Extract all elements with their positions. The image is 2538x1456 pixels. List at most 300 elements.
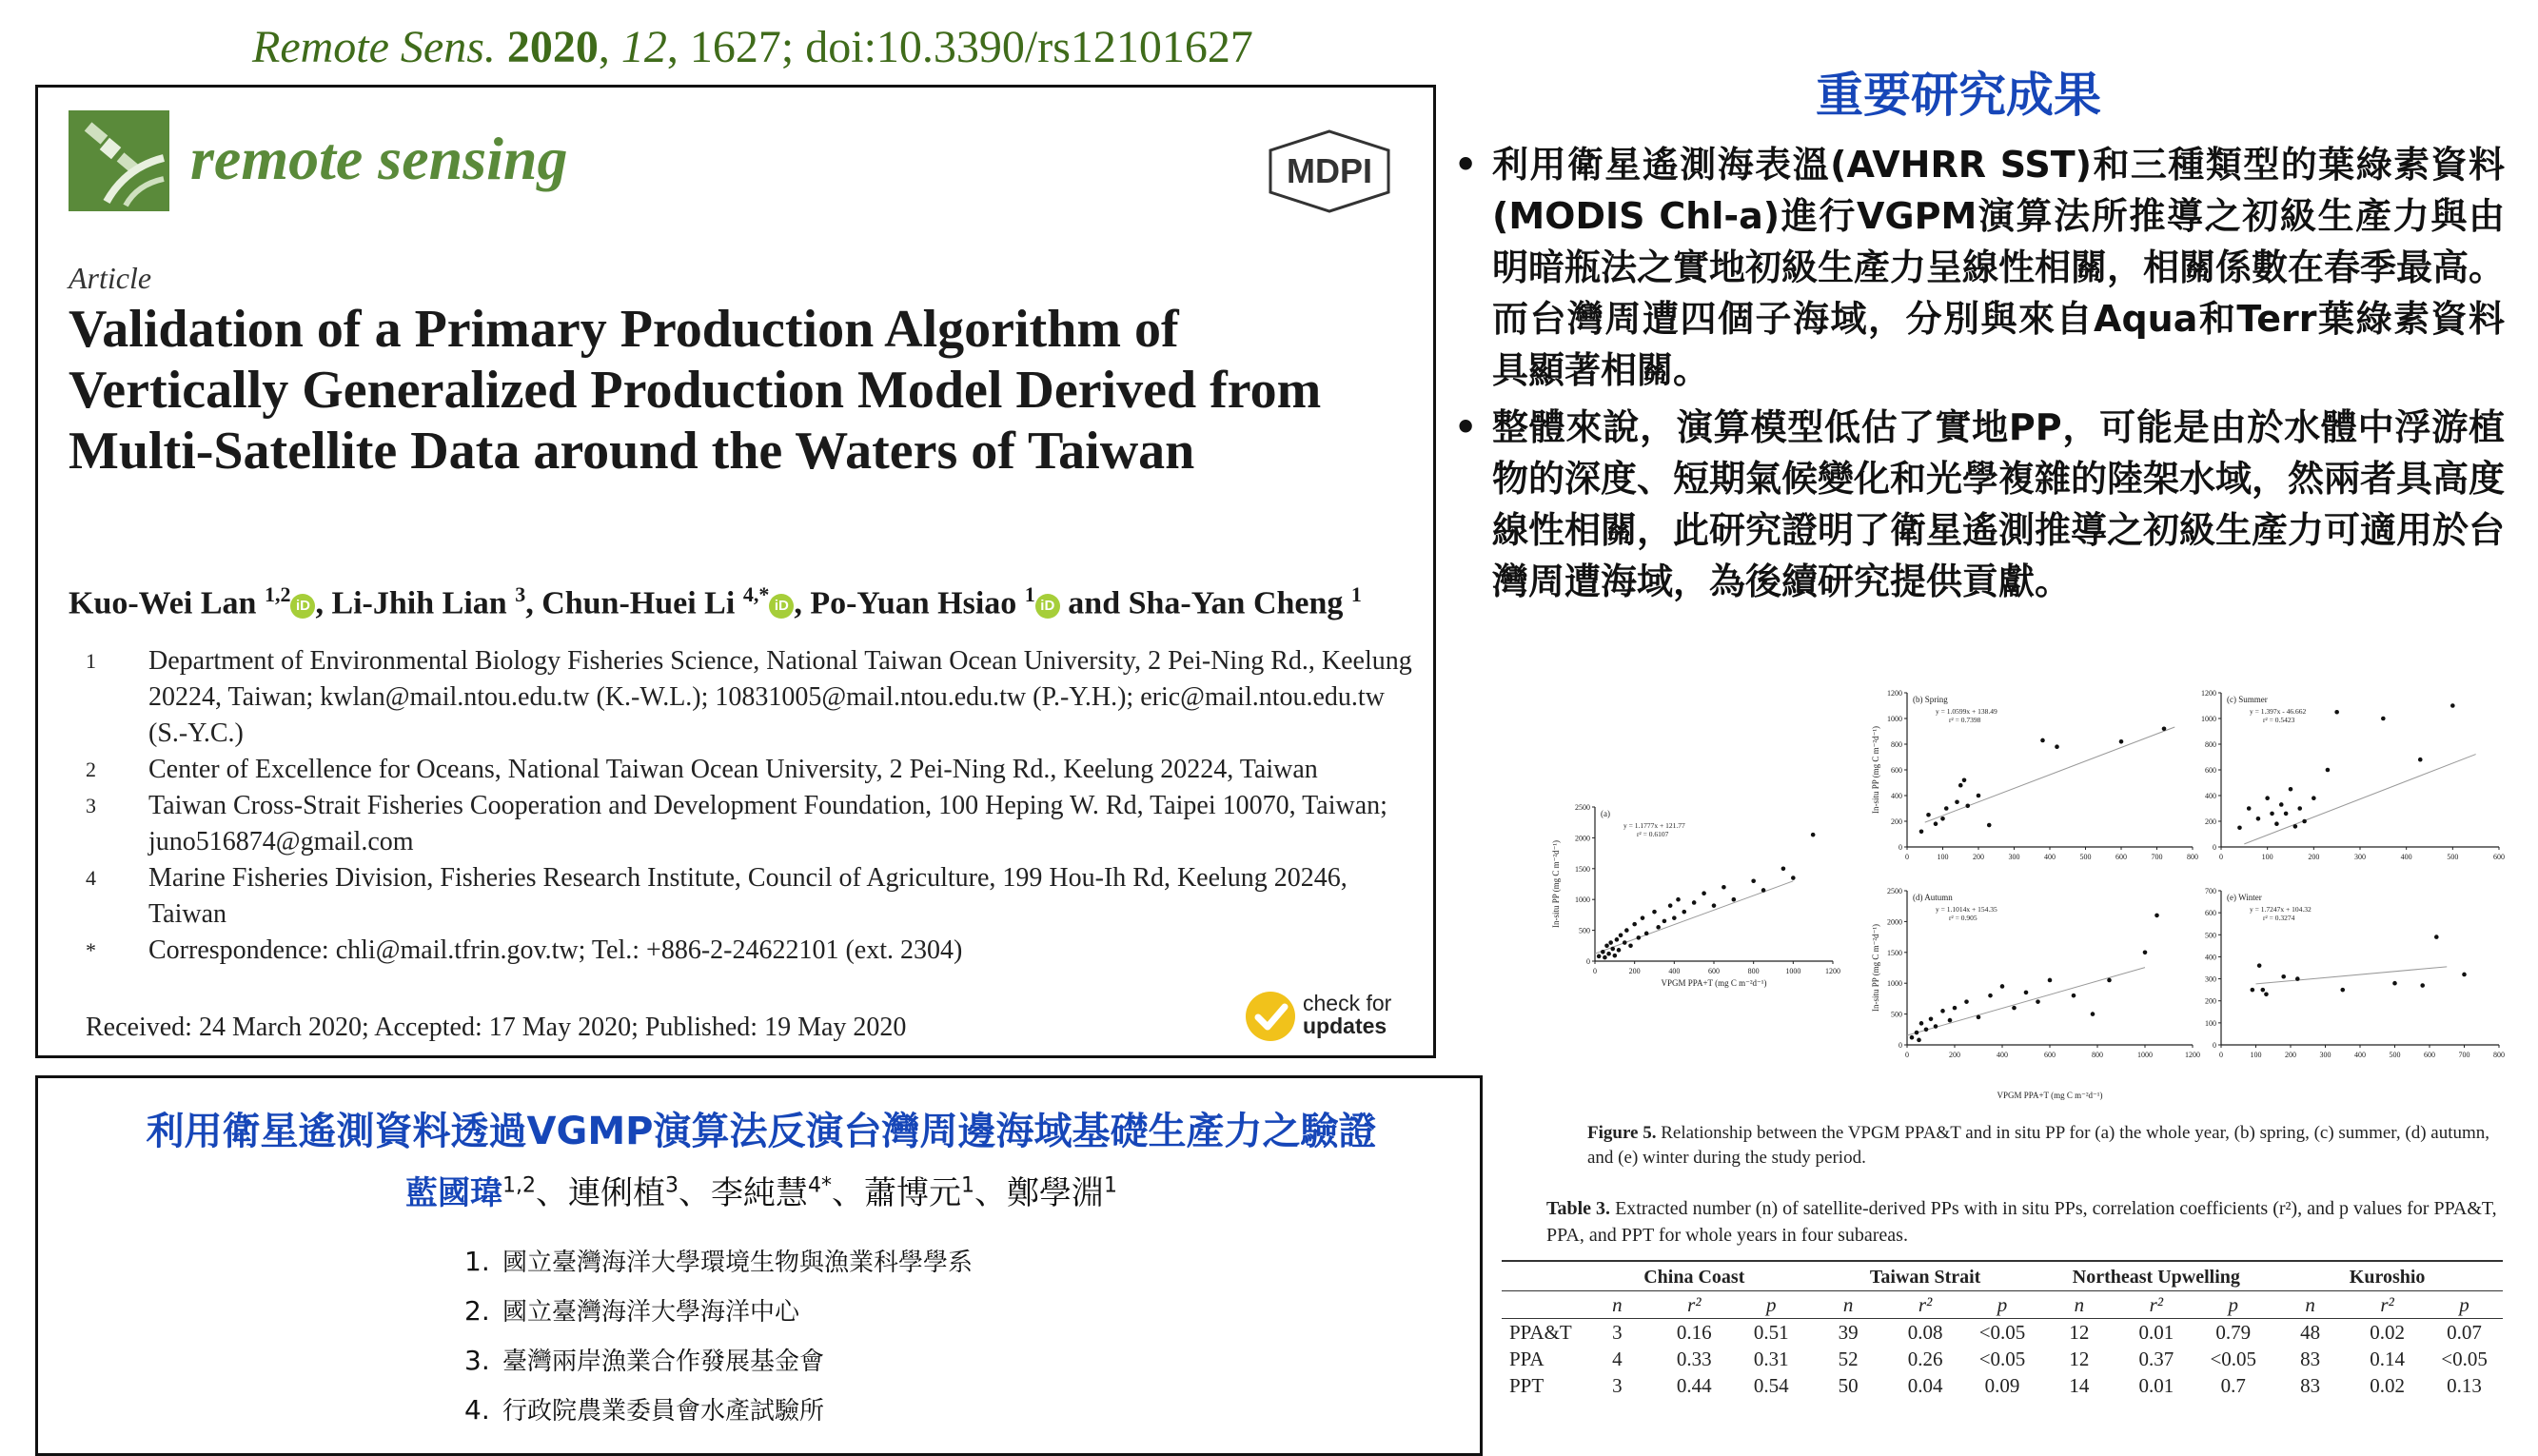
y-tick-label: 0	[2213, 1041, 2216, 1050]
data-point	[1919, 830, 1924, 835]
author-name: Kuo-Wei Lan	[69, 585, 265, 621]
data-point	[2381, 717, 2386, 721]
data-point	[2162, 727, 2167, 732]
chinese-author-name: 蕭博元	[864, 1174, 961, 1212]
data-point	[2000, 984, 2005, 989]
table-top-rule	[1502, 1260, 2503, 1262]
x-tick-label: 800	[2092, 1051, 2103, 1059]
table-cell: 83	[2300, 1347, 2321, 1370]
y-tick-label: 0	[2213, 843, 2216, 852]
scatter-panel	[2205, 887, 2505, 1059]
data-point	[2247, 806, 2252, 811]
y-axis-title: In-situ PP (mg C m⁻²d⁻¹)	[1871, 725, 1880, 815]
table-cell: 0.26	[1907, 1347, 1943, 1370]
affiliation-number: 4	[86, 866, 96, 890]
x-tick-label: 400	[2400, 853, 2412, 861]
author-separator: and	[1059, 585, 1129, 621]
data-point	[1610, 947, 1615, 952]
chinese-author-name: 連俐植	[568, 1174, 665, 1212]
mdpi-logo-text: MDPI	[1287, 151, 1372, 190]
data-point	[2012, 1006, 2017, 1011]
y-tick-label: 1000	[1887, 979, 1902, 989]
data-point	[2418, 758, 2423, 762]
table-row	[1502, 1346, 2503, 1372]
panel-label: (c) Summer	[2227, 695, 2268, 704]
data-point	[2107, 978, 2112, 983]
data-point	[1692, 900, 1697, 905]
table-cell: 0.51	[1753, 1320, 1789, 1344]
fit-line	[2244, 755, 2475, 844]
orcid-icon[interactable]: iD	[1035, 594, 1060, 619]
y-tick-label: 200	[2205, 996, 2216, 1006]
table-cell: 0.79	[2215, 1320, 2252, 1344]
data-point	[2392, 981, 2397, 986]
citation-volume: 12	[620, 22, 667, 72]
y-tick-label: 2500	[1887, 887, 1902, 895]
fit-equation: y = 1.397x - 46.662	[2250, 707, 2307, 716]
table-title	[1546, 1195, 2508, 1249]
chinese-affiliation-item	[464, 1386, 973, 1435]
table-cell: 3	[1612, 1320, 1623, 1344]
data-point	[2072, 994, 2076, 998]
table-cell: 0.31	[1753, 1347, 1789, 1370]
data-point	[1597, 954, 1602, 959]
data-point	[1682, 910, 1686, 915]
table-cell: <0.05	[2210, 1347, 2257, 1370]
result-bullet	[1454, 402, 2505, 607]
chinese-author-sup: 1	[961, 1173, 974, 1198]
x-tick-label: 300	[2319, 1051, 2331, 1059]
fit-equation: y = 1.1014x + 154.35	[1936, 905, 1997, 914]
x-tick-label: 400	[2354, 1051, 2366, 1059]
y-tick-label: 0	[1586, 957, 1590, 966]
chinese-affiliation-text: 國立臺灣海洋大學環境生物與漁業科學學系	[502, 1249, 974, 1277]
x-tick-label: 0	[1905, 1051, 1909, 1059]
data-point	[1617, 948, 1622, 953]
data-point	[1732, 897, 1737, 902]
data-point	[2293, 824, 2298, 829]
affiliation-number: 3	[86, 794, 96, 817]
x-tick-label: 1000	[1785, 967, 1801, 975]
data-point	[1656, 925, 1661, 930]
result-bullet	[1454, 139, 2505, 396]
x-tick-label: 500	[2447, 853, 2459, 861]
table-subheader-cell: n	[1579, 1291, 1656, 1319]
y-tick-label: 1500	[1887, 948, 1902, 957]
affiliation-text: Center of Excellence for Oceans, National Taiwan Ocean University, 2 Pei-Ning Rd., Keelung 20224, Taiwan	[148, 755, 1318, 784]
x-tick-label: 0	[1905, 853, 1909, 861]
data-point	[2279, 802, 2284, 807]
y-tick-label: 1200	[1887, 689, 1902, 698]
data-point	[2334, 710, 2339, 715]
chinese-affiliation-item	[464, 1237, 973, 1287]
x-tick-label: 300	[2354, 853, 2366, 861]
panel-label: (b) Spring	[1913, 695, 1948, 704]
result-bullet-text: 整體來說，演算模型低估了實地PP，可能是由於水體中浮游植物的深度、短期氣候變化和光學複雜的陸架水域，然兩者具高度線性相關，此研究證明了衛星遙測推導之初級生產力可適用於台灣周遭海域，為後續研究提供貢獻。	[1492, 406, 2506, 602]
data-point	[1632, 922, 1637, 927]
data-point	[1623, 940, 1627, 945]
affiliation-text: Marine Fisheries Division, Fisheries Research Institute, Council of Agriculture, 199 Hou-Ih Rd, Keelung 20246, Taiwan	[148, 863, 1348, 929]
table-cell: 0.33	[1676, 1347, 1712, 1370]
table-group-name: China Coast	[1579, 1264, 1810, 1291]
y-tick-label: 400	[1891, 792, 1902, 800]
table-cell: 0.7	[2220, 1373, 2246, 1397]
check-for-updates-text[interactable]	[1303, 992, 1391, 1037]
data-point	[1672, 915, 1677, 920]
author-affil-sup: 1	[1024, 582, 1035, 606]
table-cell: 50	[1838, 1373, 1859, 1397]
data-point	[2312, 796, 2316, 800]
table-cell: 0.01	[2138, 1373, 2174, 1397]
affiliation-number: *	[86, 938, 96, 962]
table-row-label: PPA&T	[1509, 1320, 1572, 1344]
x-tick-label: 200	[2285, 1051, 2296, 1059]
author-name: Po-Yuan Hsiao	[810, 585, 1025, 621]
x-tick-label: 1200	[1825, 967, 1840, 975]
table-row-label: PPT	[1509, 1373, 1544, 1397]
data-point	[2434, 935, 2439, 939]
y-tick-label: 600	[2205, 909, 2216, 918]
data-point	[1608, 940, 1613, 945]
data-point	[2265, 796, 2270, 800]
data-point	[1624, 928, 1629, 933]
data-point	[1934, 1024, 1938, 1029]
results-heading: 重要研究成果	[1816, 68, 2101, 123]
table-group-name: Kuroshio	[2272, 1264, 2503, 1291]
chinese-affiliation-number: 3.	[464, 1345, 490, 1376]
bullet-dot-icon: •	[1454, 406, 1478, 448]
table-corner	[1502, 1264, 1579, 1291]
x-tick-label: 400	[1668, 967, 1681, 975]
data-point	[2091, 1012, 2095, 1016]
chinese-author-name: 藍國瑋	[405, 1174, 502, 1212]
author-affil-sup: 1	[1350, 582, 1362, 606]
table-cell: 48	[2300, 1320, 2321, 1344]
orcid-icon[interactable]: iD	[769, 594, 794, 619]
table-title-label: Table 3.	[1546, 1198, 1611, 1219]
table-cell: 12	[2069, 1347, 2090, 1370]
data-point	[1988, 994, 1993, 998]
data-point	[2257, 963, 2262, 968]
orcid-icon[interactable]: iD	[290, 594, 315, 619]
data-point	[2274, 821, 2279, 826]
table-cell: <0.05	[1978, 1347, 2026, 1370]
table-cell: 0.01	[2138, 1320, 2174, 1344]
data-point	[1929, 1016, 1934, 1021]
y-tick-label: 1200	[2201, 689, 2216, 698]
table-subheader-cell: r²	[1887, 1291, 1964, 1319]
x-tick-label: 500	[2079, 853, 2092, 861]
data-point	[1641, 915, 1645, 920]
y-tick-label: 2000	[1887, 917, 1902, 927]
y-tick-label: 200	[1891, 817, 1902, 826]
table-cell: <0.05	[1978, 1320, 2026, 1344]
table-subheader-cell: n	[2040, 1291, 2117, 1319]
scatter-panel	[1887, 689, 2198, 861]
data-point	[1917, 1038, 1921, 1043]
fit-r2: r² = 0.7398	[1949, 716, 1981, 724]
table-cell: 0.13	[2447, 1373, 2482, 1397]
panel-label: (d) Autumn	[1913, 893, 1953, 902]
data-point	[1953, 1006, 1958, 1011]
data-point	[2270, 812, 2274, 817]
chinese-author-sup: 4*	[808, 1173, 832, 1198]
data-point	[2036, 999, 2040, 1004]
table-group-name: Taiwan Strait	[1810, 1264, 2041, 1291]
table-group-header	[1502, 1264, 2503, 1291]
chinese-author-sup: 1,2	[502, 1173, 536, 1198]
data-point	[1948, 1018, 1953, 1023]
x-tick-label: 500	[2389, 1051, 2401, 1059]
chinese-author-separator: 、	[974, 1174, 1007, 1212]
data-point	[1606, 952, 1611, 956]
table-group-name: Northeast Upwelling	[2040, 1264, 2272, 1291]
scatter-panel	[2201, 689, 2505, 861]
data-point	[1977, 1015, 1981, 1020]
data-point	[2326, 768, 2331, 773]
y-tick-label: 100	[2205, 1018, 2216, 1028]
data-point	[2261, 988, 2266, 993]
data-point	[1662, 919, 1667, 924]
y-tick-label: 800	[2205, 740, 2216, 749]
table-subheader-cell: p	[2194, 1291, 2272, 1319]
data-point	[1926, 813, 1931, 817]
data-point	[1613, 954, 1618, 958]
fit-r2: r² = 0.6107	[1637, 830, 1669, 838]
affiliation-item	[69, 643, 1420, 752]
y-tick-label: 2500	[1575, 803, 1590, 812]
chinese-author-sup: 1	[1104, 1173, 1117, 1198]
y-tick-label: 700	[2205, 887, 2216, 895]
fit-r2: r² = 0.5423	[2263, 716, 2295, 724]
x-tick-label: 0	[1593, 967, 1597, 975]
table-row	[1502, 1372, 2503, 1399]
data-point	[2302, 819, 2307, 824]
data-point	[1811, 833, 1816, 837]
y-tick-label: 600	[1891, 766, 1902, 775]
data-point	[2289, 787, 2293, 792]
y-tick-label: 1000	[2201, 715, 2216, 723]
table-subheader-cell: r²	[2349, 1291, 2426, 1319]
y-axis-title: In-situ PP (mg C m⁻²d⁻¹)	[1871, 923, 1880, 1013]
data-point	[2256, 817, 2261, 821]
y-tick-label: 500	[2205, 931, 2216, 940]
affiliation-text: Department of Environmental Biology Fisheries Science, National Taiwan Ocean University, 2 Pei-Ning Rd., Keelung 20224, Taiwan; kwlan@mail.ntou.edu.tw (K.-W.L.); 10831005@mail.ntou.edu.tw (P.-Y.H.); eric@mail.ntou.edu.tw (S.-Y.C.)	[148, 646, 1412, 748]
x-tick-label: 700	[2151, 853, 2163, 861]
check-line-2: updates	[1303, 1013, 1387, 1038]
affiliation-list	[69, 643, 1420, 969]
data-point	[1791, 876, 1796, 880]
x-tick-label: 200	[2308, 853, 2320, 861]
paper-title: Validation of a Primary Production Algorithm of Vertically Generalized Production Model Derived from Multi-Satellite Data around the Waters of Taiwan	[69, 300, 1322, 481]
result-bullet-text: 利用衛星遙測海表溫(AVHRR SST)和三種類型的葉綠素資料(MODIS Chl-a)進行VGPM演算法所推導之初級生產力與由明暗瓶法之實地初級生產力呈線性相關，相關係數在春季最高。而台灣周遭四個子海域，分別與來自Aqua和Terr葉綠素資料具顯著相關。	[1492, 144, 2506, 391]
figure-5-scatter-plots	[1547, 683, 2508, 1102]
x-axis-title-a: VPGM PPA+T (mg C m⁻²d⁻¹)	[1661, 978, 1767, 988]
table-cell: 0.09	[1984, 1373, 2020, 1397]
x-tick-label: 700	[2458, 1051, 2470, 1059]
chinese-affiliation-text: 臺灣兩岸漁業合作發展基金會	[502, 1348, 825, 1376]
chinese-affiliation-number: 4.	[464, 1394, 490, 1426]
data-point	[1781, 867, 1786, 872]
author-affil-sup: 3	[515, 582, 526, 606]
table-cell: 0.37	[2138, 1347, 2174, 1370]
affiliation-number: 2	[86, 758, 96, 781]
y-tick-label: 800	[1891, 740, 1902, 749]
x-tick-label: 300	[2008, 853, 2020, 861]
data-point	[1761, 888, 1766, 893]
data-point	[2119, 739, 2124, 744]
fit-line	[1925, 727, 2175, 822]
chinese-affiliation-item	[464, 1287, 973, 1336]
x-tick-label: 400	[1997, 1051, 2008, 1059]
check-for-updates-icon[interactable]	[1244, 990, 1297, 1043]
table-cell: 39	[1838, 1320, 1859, 1344]
x-tick-label: 600	[2493, 853, 2505, 861]
table-3	[1502, 1264, 2503, 1399]
mdpi-logo-icon	[1267, 129, 1392, 213]
y-tick-label: 200	[2205, 817, 2216, 826]
data-point	[1940, 817, 1945, 821]
check-line-1: check for	[1303, 991, 1392, 1015]
y-tick-label: 400	[2205, 792, 2216, 800]
scatter-panel	[1887, 887, 2200, 1059]
x-tick-label: 800	[2493, 1051, 2505, 1059]
data-point	[2237, 825, 2242, 830]
chinese-affiliation-number: 1.	[464, 1246, 490, 1277]
table-cell: 3	[1612, 1373, 1623, 1397]
table-cell: 0.54	[1753, 1373, 1789, 1397]
affiliation-text: Taiwan Cross-Strait Fisheries Cooperation and Development Foundation, 100 Heping W. Rd, Taipei 10070, Taiwan; juno516874@gmail.com	[148, 791, 1387, 856]
fit-equation: y = 1.7247x + 104.32	[2250, 905, 2312, 914]
chinese-affiliation-text: 行政院農業委員會水產試驗所	[502, 1397, 825, 1426]
chinese-affiliation-number: 2.	[464, 1295, 490, 1327]
data-point	[2040, 738, 2045, 743]
data-point	[2055, 744, 2059, 749]
y-tick-label: 500	[1891, 1010, 1902, 1019]
data-point	[2295, 976, 2300, 981]
figure-caption-text: Relationship between the VPGM PPA&T and in situ PP for (a) the whole year, (b) spring, (c) summer, (d) autumn, and (e) winter during the study period.	[1587, 1123, 2490, 1168]
table-subheader-cell: r²	[1656, 1291, 1733, 1319]
table-row	[1502, 1319, 2503, 1347]
table-subheader-blank	[1502, 1291, 1579, 1319]
table-cell: 0.14	[2370, 1347, 2405, 1370]
data-point	[1668, 903, 1673, 908]
x-tick-label: 600	[2424, 1051, 2435, 1059]
data-point	[1964, 999, 1969, 1004]
data-point	[2297, 806, 2302, 811]
data-point	[1644, 932, 1649, 936]
panel-label: (e) Winter	[2227, 893, 2262, 902]
x-tick-label: 600	[2044, 1051, 2056, 1059]
author-affil-sup: 1,2	[264, 582, 291, 606]
fit-equation: y = 1.0599x + 138.49	[1936, 707, 1997, 716]
data-point	[1619, 933, 1623, 937]
data-point	[1955, 799, 1959, 804]
chinese-author-name: 李純慧	[711, 1174, 808, 1212]
y-tick-label: 1000	[1575, 895, 1590, 905]
y-axis-title: In-situ PP (mg C m⁻²d⁻¹)	[1551, 839, 1561, 929]
data-point	[2420, 983, 2425, 988]
table-cell: 12	[2069, 1320, 2090, 1344]
table-subheader-cell: n	[1810, 1291, 1887, 1319]
data-point	[1910, 1035, 1915, 1040]
data-point	[1722, 885, 1726, 890]
y-tick-label: 2000	[1575, 834, 1590, 843]
affiliation-number: 1	[86, 649, 96, 673]
data-point	[2284, 812, 2289, 817]
y-tick-label: 600	[2205, 766, 2216, 775]
table-cell: 0.07	[2447, 1320, 2482, 1344]
data-point	[1962, 778, 1967, 783]
table-subheader-cell: p	[1964, 1291, 2041, 1319]
data-point	[2048, 978, 2053, 983]
scatter-panel	[1575, 803, 1840, 975]
data-point	[1944, 806, 1949, 811]
author-separator: ,	[315, 585, 332, 621]
data-point	[2024, 991, 2029, 995]
author-name: Li-Jhih Lian	[331, 585, 516, 621]
data-point	[1924, 1028, 1929, 1033]
fit-r2: r² = 0.905	[1949, 914, 1977, 922]
x-tick-label: 100	[1937, 853, 1949, 861]
table-cell: 0.08	[1907, 1320, 1943, 1344]
x-tick-label: 1000	[2137, 1051, 2153, 1059]
table-cell: 0.02	[2370, 1373, 2405, 1397]
x-tick-label: 600	[2115, 853, 2127, 861]
affiliation-item	[69, 788, 1420, 860]
data-point	[1934, 821, 1938, 826]
table-cell: 0.04	[1907, 1373, 1943, 1397]
chinese-affiliation-text: 國立臺灣海洋大學海洋中心	[502, 1298, 800, 1327]
table-cell: 83	[2300, 1373, 2321, 1397]
data-point	[2340, 988, 2345, 993]
fit-line	[1907, 968, 2145, 1035]
data-point	[1702, 891, 1706, 895]
x-tick-label: 1200	[2185, 1051, 2200, 1059]
author-name: Chun-Huei Li	[541, 585, 743, 621]
x-tick-label: 200	[1973, 853, 1984, 861]
chinese-affiliation-item	[464, 1336, 973, 1386]
data-point	[1637, 935, 1642, 940]
data-point	[1940, 1009, 1945, 1013]
data-point	[2154, 914, 2159, 918]
chinese-author-name: 鄭學淵	[1007, 1174, 1104, 1212]
x-axis-title-d: VPGM PPA+T (mg C m⁻²d⁻¹)	[1997, 1091, 2103, 1100]
article-type: Article	[69, 261, 152, 295]
y-tick-label: 500	[1579, 926, 1590, 935]
data-point	[1919, 1021, 1924, 1026]
x-tick-label: 800	[1747, 967, 1760, 975]
y-tick-label: 0	[1899, 843, 1902, 852]
table-subheader-cell: r²	[2117, 1291, 2194, 1319]
data-point	[2264, 992, 2269, 996]
author-list	[69, 582, 1362, 621]
table-cell: 0.02	[2370, 1320, 2405, 1344]
data-point	[1676, 897, 1681, 902]
x-tick-label: 200	[1628, 967, 1641, 975]
data-point	[1601, 950, 1605, 954]
fit-equation: y = 1.1777x + 121.77	[1623, 821, 1685, 830]
data-point	[2462, 973, 2467, 977]
data-point	[1965, 804, 1970, 809]
table-cell: 0.16	[1676, 1320, 1712, 1344]
data-point	[2281, 974, 2286, 979]
chinese-author-sup: 3	[665, 1173, 679, 1198]
table-title-text: Extracted number (n) of satellite-derived PPs with in situ PPs, correlation coefficients (r²), and p values for PPA&T, PPA, and PPT for whole years in four subareas.	[1546, 1198, 2497, 1246]
affiliation-item	[69, 933, 1420, 969]
table-cell: 0.44	[1676, 1373, 1712, 1397]
chinese-author-separator: 、	[679, 1174, 711, 1212]
